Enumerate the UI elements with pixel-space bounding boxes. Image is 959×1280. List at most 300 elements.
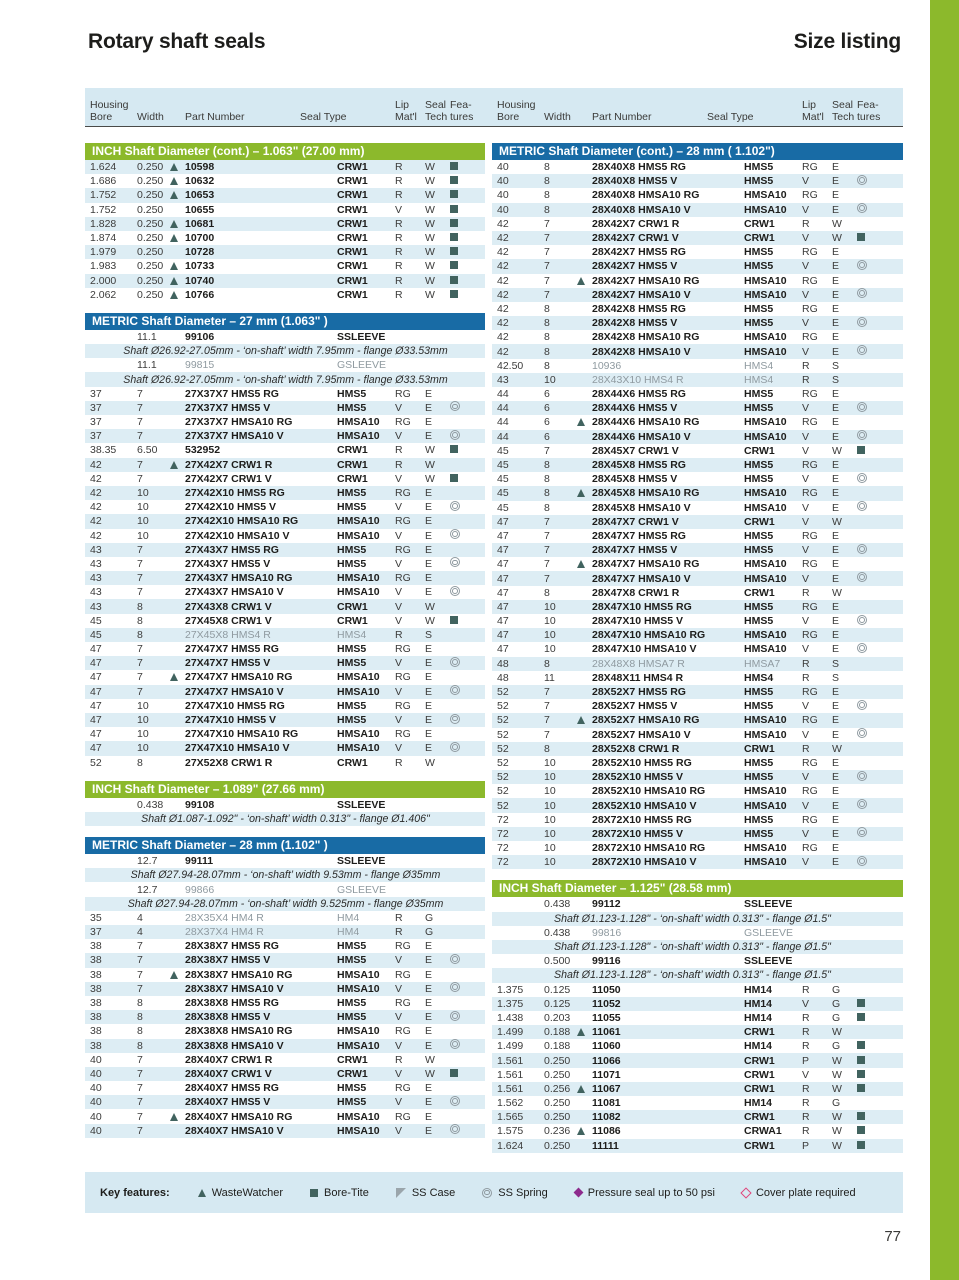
width-cell: 7: [137, 416, 143, 429]
bore-cell: 45: [90, 614, 102, 627]
feature-cell: [450, 444, 481, 456]
bore-cell: 47: [90, 728, 102, 741]
bore-cell: 35: [90, 911, 102, 924]
marker-cell: [577, 277, 592, 285]
seal-tech-cell: S: [832, 359, 840, 372]
bore-cell: 47: [497, 615, 509, 628]
seal-tech-cell: E: [832, 785, 840, 798]
bore-cell: 42: [497, 345, 509, 358]
table-row: [492, 288, 903, 302]
seal-type-cell: HMSA10: [337, 685, 380, 698]
width-cell: 0.250: [137, 161, 164, 174]
bore-cell: 38: [90, 982, 102, 995]
seal-tech-cell: E: [832, 487, 840, 500]
seal-tech-cell: W: [425, 217, 435, 230]
marker-cell: [577, 716, 592, 724]
part-number-cell: 28X47X10 HMS5 RG: [592, 600, 692, 613]
bore-cell: 38.35: [90, 444, 117, 457]
seal-type-cell: HMS5: [744, 473, 774, 486]
note-row: [85, 344, 485, 358]
table-row: [85, 231, 485, 245]
wastewatcher-icon: [577, 418, 585, 426]
width-cell: 7: [137, 671, 143, 684]
seal-tech-cell: W: [425, 274, 435, 287]
lip-material-cell: V: [802, 771, 810, 784]
lip-material-cell: V: [802, 515, 810, 528]
dimension-note: Shaft Ø1.123-1.128" - ‘on-shaft’ width 0.313" - flange Ø1.5": [554, 941, 831, 954]
seal-type-cell: HMSA10: [337, 1039, 380, 1052]
table-row: [492, 1025, 903, 1039]
lip-material-cell: R: [395, 458, 403, 471]
pressure-seal-icon: [573, 1188, 583, 1198]
marker-cell: [170, 277, 185, 285]
seal-tech-cell: G: [832, 997, 841, 1010]
width-cell: 0.250: [137, 189, 164, 202]
legend-item-label: Bore-Tite: [324, 1186, 369, 1199]
part-number-cell: 28X52X7 HMS5 RG: [592, 686, 686, 699]
width-cell: 8: [544, 203, 550, 216]
seal-type-cell: HM14: [744, 983, 773, 996]
part-number-cell: 99116: [592, 955, 621, 968]
bore-cell: 52: [497, 771, 509, 784]
ss-spring-icon: [450, 954, 460, 964]
width-cell: 7: [137, 940, 143, 953]
part-number-cell: 28X38X8 HMS5 V: [185, 1011, 271, 1024]
table-row: [85, 1024, 485, 1038]
width-cell: 8: [544, 657, 550, 670]
seal-type-cell: HMS5: [744, 700, 774, 713]
lip-material-cell: RG: [395, 572, 411, 585]
table-row: [85, 401, 485, 415]
width-cell: 7: [137, 1067, 143, 1080]
bore-cell: 38: [90, 1039, 102, 1052]
seal-type-cell: HMS4: [744, 373, 774, 386]
seal-type-cell: HMS4: [744, 671, 774, 684]
bore-cell: 47: [90, 643, 102, 656]
bore-cell: 40: [90, 1053, 102, 1066]
width-cell: 10: [544, 785, 556, 798]
lip-material-cell: V: [395, 1067, 403, 1080]
bore-tite-icon: [857, 233, 865, 241]
table-row: [492, 1039, 903, 1053]
width-cell: 7: [137, 657, 143, 670]
table-section: [492, 143, 903, 869]
width-cell: 10: [137, 714, 149, 727]
part-number-cell: 28X45X8 HMS5 RG: [592, 459, 686, 472]
seal-tech-cell: E: [832, 402, 840, 415]
lip-material-cell: V: [395, 954, 403, 967]
table-row: [492, 401, 903, 415]
part-number-cell: 11111: [592, 1139, 619, 1152]
bore-cell: 47: [90, 742, 102, 755]
column-header-group: [85, 88, 485, 126]
bore-tite-icon: [450, 247, 458, 255]
part-number-cell: 27X47X10 HMSA10 V: [185, 742, 290, 755]
bore-cell: 52: [497, 742, 509, 755]
seal-type-cell: HM4: [337, 911, 360, 924]
width-cell: 7: [544, 232, 550, 245]
width-cell: 7: [137, 586, 143, 599]
wastewatcher-icon: [170, 461, 178, 469]
legend-item: [482, 1187, 548, 1199]
width-cell: 0.188: [544, 1040, 571, 1053]
seal-tech-cell: E: [832, 288, 840, 301]
feature-cell: [450, 401, 481, 414]
feature-cell: [450, 657, 481, 670]
seal-tech-cell: E: [425, 501, 433, 514]
seal-tech-cell: E: [425, 685, 433, 698]
table-row: [492, 415, 903, 429]
table-row: [85, 1067, 485, 1081]
part-number-cell: 11081: [592, 1097, 621, 1110]
marker-cell: [577, 560, 592, 568]
feature-cell: [450, 1124, 481, 1137]
sleeve-type-cell: SSLEEVE: [744, 898, 793, 911]
table-row: [85, 756, 485, 770]
marker-cell: [577, 489, 592, 497]
width-cell: 8: [544, 487, 550, 500]
width-cell: 10: [137, 501, 149, 514]
seal-type-cell: HM14: [744, 1040, 773, 1053]
legend-item-label: Cover plate required: [755, 1186, 856, 1199]
seal-type-cell: HMSA10: [744, 288, 787, 301]
ss-spring-icon: [450, 1011, 460, 1021]
seal-tech-cell: W: [425, 600, 435, 613]
table-row: [85, 925, 485, 939]
part-number-cell: 28X52X7 HMSA10 RG: [592, 714, 700, 727]
seal-tech-cell: E: [425, 430, 433, 443]
seal-tech-cell: W: [832, 586, 842, 599]
feature-cell: [857, 473, 888, 486]
lip-material-cell: V: [802, 232, 810, 245]
lip-material-cell: V: [802, 288, 810, 301]
width-cell: 7: [544, 260, 550, 273]
seal-type-cell: HMSA10: [337, 416, 380, 429]
seal-type-cell: CRW1: [337, 756, 368, 769]
seal-tech-cell: E: [832, 473, 840, 486]
bore-cell: 44: [497, 430, 509, 443]
bore-tite-icon: [450, 445, 458, 453]
ss-spring-icon: [857, 615, 867, 625]
seal-tech-cell: E: [425, 387, 433, 400]
bore-cell: 1.562: [497, 1097, 524, 1110]
lip-material-cell: R: [802, 1082, 810, 1095]
table-row: [492, 1096, 903, 1110]
ss-spring-icon: [857, 430, 867, 440]
width-cell: 7: [137, 458, 143, 471]
bore-cell: 1.499: [497, 1040, 524, 1053]
seal-type-cell: HMSA10: [744, 842, 787, 855]
lip-material-cell: R: [395, 217, 403, 230]
table-row: [492, 231, 903, 245]
section-header-metric: METRIC Shaft Diameter (cont.) – 28 mm ( 1.102"): [492, 143, 903, 160]
feature-cell: [857, 643, 888, 656]
ss-spring-icon: [857, 345, 867, 355]
table-row: [85, 685, 485, 699]
bore-cell: 47: [497, 600, 509, 613]
feature-cell: [450, 557, 481, 570]
width-cell: 7: [137, 430, 143, 443]
seal-type-cell: HMS5: [337, 557, 367, 570]
bore-cell: 2.000: [90, 274, 117, 287]
feature-cell: [450, 218, 481, 230]
table-row: [85, 713, 485, 727]
marker-cell: [170, 461, 185, 469]
lip-material-cell: V: [395, 529, 403, 542]
seal-tech-cell: E: [832, 430, 840, 443]
seal-tech-cell: E: [425, 1082, 433, 1095]
seal-type-cell: CRW1: [337, 189, 368, 202]
width-cell: 12.7: [137, 883, 158, 896]
width-cell: 6: [544, 416, 550, 429]
lip-material-cell: V: [802, 544, 810, 557]
table-row: [492, 174, 903, 188]
seal-type-cell: CRW1: [744, 1139, 775, 1152]
bore-cell: 42: [90, 472, 102, 485]
feature-cell: [450, 275, 481, 287]
seal-tech-cell: W: [425, 756, 435, 769]
part-number-cell: 11067: [592, 1082, 621, 1095]
part-number-cell: 99108: [185, 798, 215, 811]
feature-cell: [450, 586, 481, 599]
seal-tech-cell: E: [425, 968, 433, 981]
lip-material-cell: R: [395, 246, 403, 259]
bore-cell: 1.499: [497, 1026, 524, 1039]
part-number-cell: 28X47X7 CRW1 V: [592, 515, 679, 528]
bore-cell: 52: [497, 756, 509, 769]
sleeve-type-cell: SSLEEVE: [337, 855, 386, 868]
table-section: [85, 837, 485, 1138]
table-row: [85, 557, 485, 571]
ss-spring-icon: [857, 175, 867, 185]
table-row: [492, 954, 903, 968]
feature-cell: [857, 345, 888, 358]
seal-type-cell: HMS5: [337, 997, 367, 1010]
lip-material-cell: V: [802, 700, 810, 713]
table-row: [492, 1068, 903, 1082]
part-number-cell: 28X40X8 HMSA10 V: [592, 203, 691, 216]
bore-cell: 1.874: [90, 232, 117, 245]
part-number-cell: 99106: [185, 330, 215, 343]
lip-material-cell: R: [802, 373, 810, 386]
feature-cell: [450, 501, 481, 514]
lip-material-cell: RG: [802, 756, 818, 769]
lip-material-cell: V: [395, 1011, 403, 1024]
part-number-cell: 27X42X10 HMSA10 V: [185, 529, 290, 542]
bore-cell: 43: [90, 543, 102, 556]
part-number-cell: 28X45X8 HMSA10 RG: [592, 487, 700, 500]
lip-material-cell: RG: [395, 416, 411, 429]
lip-material-cell: V: [395, 600, 403, 613]
seal-type-cell: HMS5: [337, 699, 367, 712]
feature-cell: [857, 203, 888, 216]
table-row: [85, 599, 485, 613]
seal-tech-cell: W: [425, 614, 435, 627]
width-cell: 10: [544, 827, 556, 840]
part-number-cell: 28X42X7 HMS5 RG: [592, 246, 686, 259]
part-number-cell: 27X37X7 HMSA10 V: [185, 430, 284, 443]
part-number-cell: 28X38X8 HMSA10 RG: [185, 1025, 293, 1038]
lip-material-cell: R: [395, 911, 403, 924]
width-cell: 7: [544, 288, 550, 301]
seal-type-cell: HMSA10: [744, 274, 787, 287]
feature-cell: [450, 615, 481, 627]
feature-cell: [857, 1140, 888, 1152]
lip-material-cell: R: [395, 175, 403, 188]
table-row: [85, 274, 485, 288]
width-cell: 7: [544, 217, 550, 230]
seal-type-cell: HMSA10: [337, 515, 380, 528]
lip-material-cell: V: [802, 997, 810, 1010]
seal-tech-cell: E: [425, 1025, 433, 1038]
bore-cell: 1.375: [497, 983, 524, 996]
seal-type-cell: HMS5: [337, 954, 367, 967]
seal-tech-cell: W: [425, 458, 435, 471]
seal-tech-cell: W: [425, 232, 435, 245]
ss-spring-icon: [857, 643, 867, 653]
width-cell: 7: [544, 572, 550, 585]
lip-material-cell: R: [395, 189, 403, 202]
width-cell: 8: [137, 1039, 143, 1052]
width-cell: 0.250: [544, 1068, 571, 1081]
feature-cell: [857, 175, 888, 188]
seal-type-cell: CRW1: [337, 472, 368, 485]
seal-type-cell: HMS5: [744, 260, 774, 273]
bore-cell: 45: [497, 473, 509, 486]
width-cell: 4: [137, 911, 143, 924]
lip-material-cell: R: [395, 1053, 403, 1066]
seal-tech-cell: E: [425, 1110, 433, 1123]
part-number-cell: 28X44X6 HMS5 V: [592, 402, 678, 415]
width-cell: 6: [544, 430, 550, 443]
seal-type-cell: HMSA10: [744, 345, 787, 358]
table-row: [85, 642, 485, 656]
lip-material-cell: RG: [802, 529, 818, 542]
table-row: [492, 742, 903, 756]
table-row: [492, 571, 903, 585]
seal-type-cell: HMSA10: [744, 629, 787, 642]
width-cell: 0.250: [137, 203, 164, 216]
part-number-cell: 27X37X7 HMS5 V: [185, 401, 271, 414]
part-number-cell: 28X42X8 HMSA10 V: [592, 345, 691, 358]
dimension-note: Shaft Ø1.123-1.128" - ‘on-shaft’ width 0.313" - flange Ø1.5": [554, 969, 831, 982]
seal-type-cell: HMSA10: [337, 1110, 380, 1123]
seal-type-cell: HMSA10: [337, 529, 380, 542]
part-number-cell: 27X42X10 HMS5 V: [185, 501, 277, 514]
width-cell: 0.250: [137, 232, 164, 245]
seal-tech-cell: E: [425, 997, 433, 1010]
lip-material-cell: V: [802, 799, 810, 812]
lip-material-cell: V: [802, 643, 810, 656]
section-header-inch: INCH Shaft Diameter – 1.089" (27.66 mm): [85, 781, 485, 798]
table-row: [85, 529, 485, 543]
table-row: [85, 953, 485, 967]
table-row: [85, 798, 485, 812]
table-row: [492, 642, 903, 656]
width-cell: 7: [544, 444, 550, 457]
width-cell: 7: [544, 246, 550, 259]
width-cell: 0.438: [544, 898, 571, 911]
table-row: [492, 855, 903, 869]
lip-material-cell: V: [802, 317, 810, 330]
legend-item: [396, 1187, 455, 1199]
part-number-cell: 28X35X4 HM4 R: [185, 911, 264, 924]
note-row: [85, 812, 485, 826]
table-row: [492, 160, 903, 174]
table-row: [85, 699, 485, 713]
part-number-cell: 28X38X7 HMSA10 V: [185, 982, 284, 995]
table-row: [85, 1039, 485, 1053]
feature-cell: [857, 317, 888, 330]
column-header-width: Width: [544, 110, 571, 123]
bore-cell: 40: [90, 1082, 102, 1095]
table-row: [492, 316, 903, 330]
seal-tech-cell: E: [425, 487, 433, 500]
part-number-cell: 28X38X7 HMSA10 RG: [185, 968, 293, 981]
part-number-cell: 11082: [592, 1111, 621, 1124]
ss-spring-icon: [450, 1039, 460, 1049]
feature-cell: [857, 700, 888, 713]
bore-cell: 38: [90, 968, 102, 981]
width-cell: 10: [544, 771, 556, 784]
seal-tech-cell: W: [425, 203, 435, 216]
bore-cell: 40: [90, 1124, 102, 1137]
width-cell: 8: [544, 345, 550, 358]
lip-material-cell: RG: [395, 968, 411, 981]
note-row: [492, 912, 903, 926]
bore-cell: 45: [497, 444, 509, 457]
table-row: [492, 657, 903, 671]
feature-cell: [857, 827, 888, 840]
legend-item-label: SS Spring: [498, 1186, 548, 1199]
column-header-part-number: Part Number: [592, 110, 652, 123]
feature-cell: [450, 1068, 481, 1080]
part-number-cell: 99866: [185, 883, 215, 896]
seal-tech-cell: E: [425, 557, 433, 570]
lip-material-cell: R: [395, 628, 403, 641]
feature-cell: [857, 1012, 888, 1024]
seal-type-cell: CRW1: [744, 444, 775, 457]
wastewatcher-icon: [170, 673, 178, 681]
wastewatcher-icon: [198, 1189, 206, 1197]
lip-material-cell: RG: [395, 1082, 411, 1095]
bore-cell: 2.062: [90, 288, 117, 301]
bore-cell: 47: [497, 529, 509, 542]
lip-material-cell: RG: [802, 842, 818, 855]
note-row: [492, 968, 903, 982]
bore-cell: 43: [90, 572, 102, 585]
part-number-cell: 11055: [592, 1011, 621, 1024]
bore-cell: 42: [497, 260, 509, 273]
column-header-features: Fea- tures: [450, 99, 474, 123]
feature-cell: [450, 430, 481, 443]
part-number-cell: 28X38X7 HMS5 V: [185, 954, 271, 967]
bore-cell: 72: [497, 856, 509, 869]
width-cell: 10: [544, 615, 556, 628]
lip-material-cell: RG: [802, 558, 818, 571]
width-cell: 0.125: [544, 997, 571, 1010]
bore-cell: 47: [90, 685, 102, 698]
feature-cell: [450, 954, 481, 967]
part-number-cell: 28X42X8 HMSA10 RG: [592, 331, 700, 344]
bore-tite-icon: [450, 162, 458, 170]
ss-spring-icon: [450, 501, 460, 511]
table-row: [85, 500, 485, 514]
seal-type-cell: HMSA10: [744, 558, 787, 571]
seal-tech-cell: E: [832, 544, 840, 557]
bore-cell: 43: [497, 373, 509, 386]
lip-material-cell: RG: [395, 728, 411, 741]
